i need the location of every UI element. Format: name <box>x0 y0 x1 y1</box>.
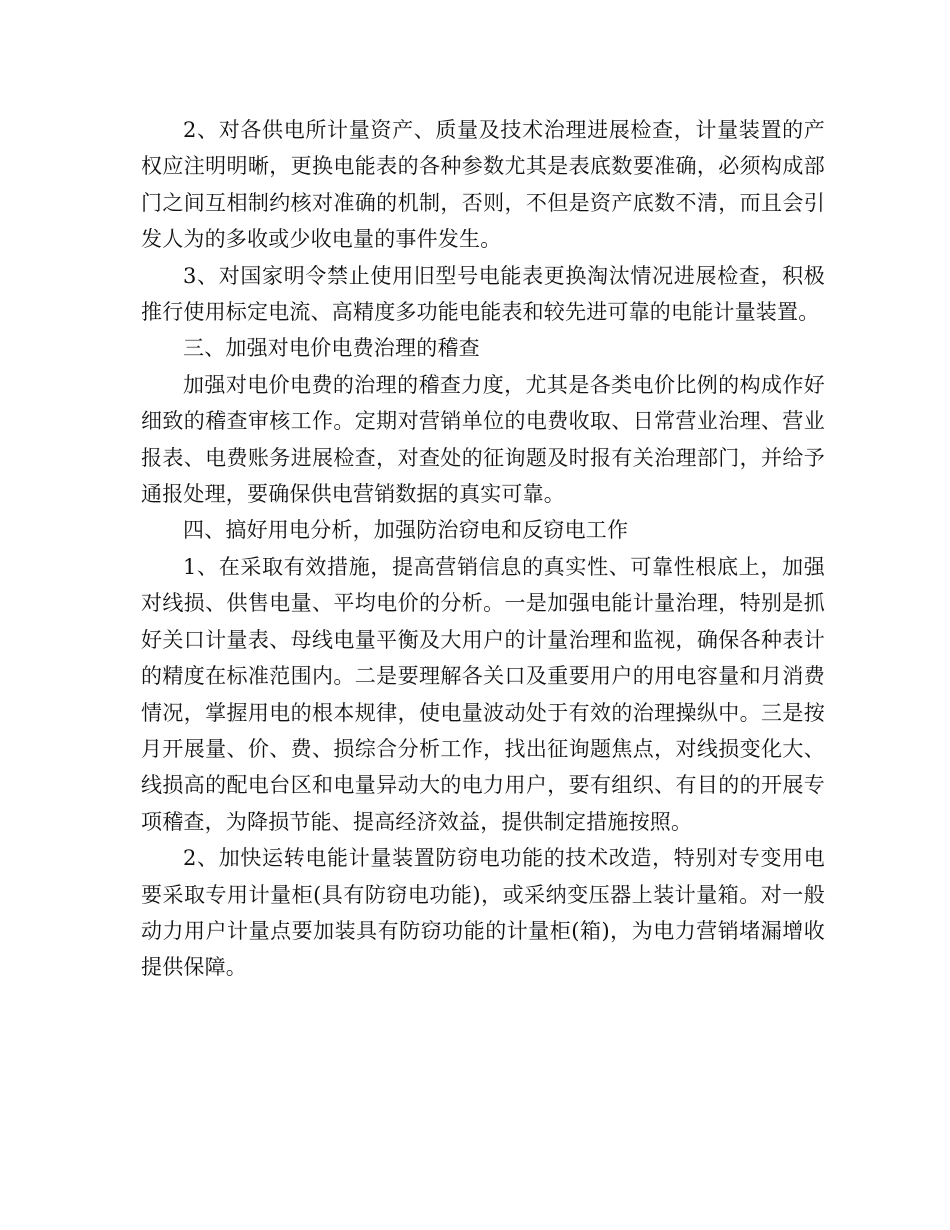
section-heading-anti-theft: 四、搞好用电分析，加强防治窃电和反窃电工作 <box>183 518 629 543</box>
paragraph-tariff-audit: 加强对电价电费的治理的稽查力度，尤其是各类电价比例的构成作好细致的稽查审核工作。定期对营销单位的电费收取、日常营业治理、营业报表、电费账务进展检查，对查处的征询题及时报有关治理部门，并给予通报处理，要确保供电营销数据的真实可靠。 <box>141 372 825 507</box>
paragraph-metering-assets: 2、对各供电所计量资产、质量及技术治理进展检查，计量装置的产权应注明明晰，更换电能表的各种参数尤其是表底数要准确，必须构成部门之间互相制约核对准确的机制，否则，不但是资产底数不清，而且会引发人为的多收或少收电量的事件发生。 <box>141 118 825 252</box>
section-heading-tariff-audit: 三、加强对电价电费治理的稽查 <box>183 336 480 361</box>
paragraph-meter-replacement: 3、对国家明令禁止使用旧型号电能表更换淘汰情况进展检查，积极推行使用标定电流、高精度多功能电能表和较先进可靠的电能计量装置。 <box>141 263 825 325</box>
paragraph-anti-theft-upgrade: 2、加快运转电能计量装置防窃电功能的技术改造，特别对专变用电要采取专用计量柜(具有防窃电功能)，或采纳变压器上装计量箱。对一般动力用户计量点要加装具有防窃功能的计量柜(箱)，为电力营销堵漏增收提供保障。 <box>141 846 825 980</box>
paragraph-usage-analysis: 1、在采取有效措施，提高营销信息的真实性、可靠性根底上，加强对线损、供售电量、平均电价的分析。一是加强电能计量治理，特别是抓好关口计量表、母线电量平衡及大用户的计量治理和监视，确保各种表计的精度在标准范围内。二是要理解各关口及重要用户的用电容量和月消费情况，掌握用电的根本规律，使电量波动处于有效的治理操纵中。三是按月开展量、价、费、损综合分析工作，找出征询题焦点，对线损变化大、线损高的配电台区和电量异动大的电力用户，要有组织、有目的的开展专项稽查，为降损节能、提高经济效益，提供制定措施按照。 <box>141 554 825 834</box>
document-body <box>141 112 825 986</box>
